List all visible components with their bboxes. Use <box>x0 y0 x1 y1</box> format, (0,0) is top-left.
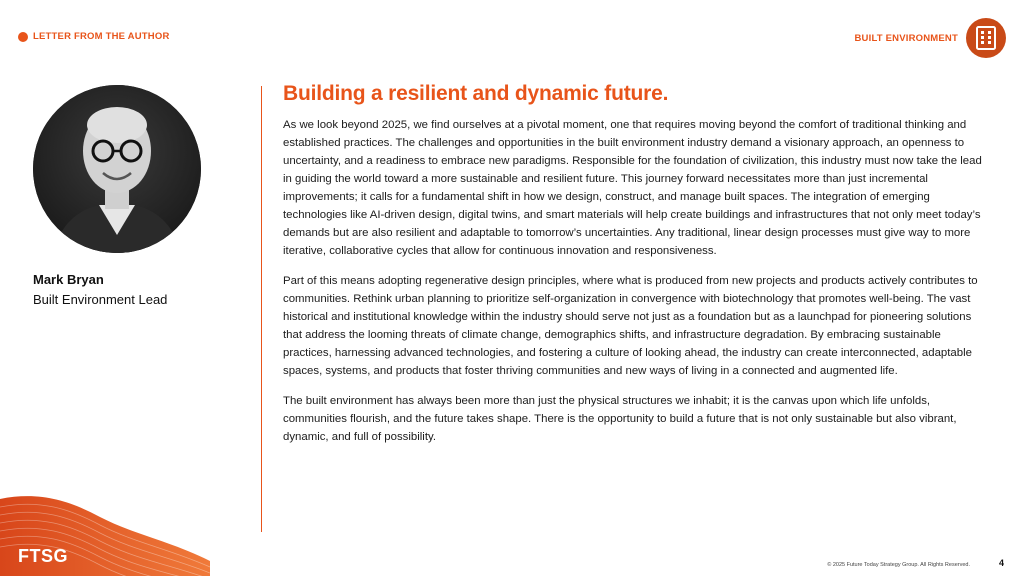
author-name: Mark Bryan <box>33 272 104 287</box>
page-number: 4 <box>998 558 1004 568</box>
headline: Building a resilient and dynamic future. <box>283 82 669 105</box>
copyright-text: © 2025 Future Today Strategy Group. All Rights Reserved. <box>827 562 970 568</box>
bullet-dot-icon <box>18 32 28 42</box>
section-label <box>18 31 170 42</box>
author-portrait <box>33 85 201 253</box>
vertical-divider <box>261 86 262 532</box>
author-role: Built Environment Lead <box>33 292 168 307</box>
section-label-text: LETTER FROM THE AUTHOR <box>33 31 170 42</box>
building-icon <box>966 18 1006 58</box>
category-label: BUILT ENVIRONMENT <box>854 33 958 44</box>
paragraph: The built environment has always been more than just the physical structures we inhabit; it is the canvas upon which life unfolds, communities flourish, and the future takes shape. There is the opportunity to build a future that is not only sustainable but also vibrant, dynamic, and full of possibility. <box>283 395 957 443</box>
ftsg-logo: FTSG <box>18 546 68 566</box>
letter-body <box>283 82 983 458</box>
paragraph: Part of this means adopting regenerative design principles, where what is produced from new projects and products actively contributes to communities. Rethink urban planning to prioritize self-organization in convergence with biotechnology that promotes well-being. The vast historical and institutional knowledge within the industry should serve not just as a foundation but as a launchpad for pioneering solutions that address the looming threats of climate change, demographics shifts, and infrastructure degradation. By embracing sustainable practices, harnessing advanced technologies, and fostering a culture of looking ahead, the industry can create interconnected, adaptable spaces, systems, and products that foster thriving communities and new ways of living in a connected and augmented life. <box>283 275 978 377</box>
paragraph: As we look beyond 2025, we find ourselves at a pivotal moment, one that requires moving beyond the comfort of traditional thinking and established practices. The challenges and opportunities in the built environment industry demand a visionary approach, an openness to uncertainty, and a readiness to embrace new paradigms. Responsible for the foundation of civilization, this industry must now take the lead in guiding the world toward a more sustainable and resilient future. This journey forward necessitates more than just incremental improvements; it calls for a fundamental shift in how we design, construct, and manage built spaces. The integration of emerging technologies like AI-driven design, digital twins, and smart materials will help create buildings and infrastructures that not only meet today’s demands but are also resilient and adaptable to tomorrow’s uncertainties. Any traditional, linear design processes must give way to more iterative, collaborative cycles that allow for continuous innovation and responsiveness. <box>283 119 982 257</box>
